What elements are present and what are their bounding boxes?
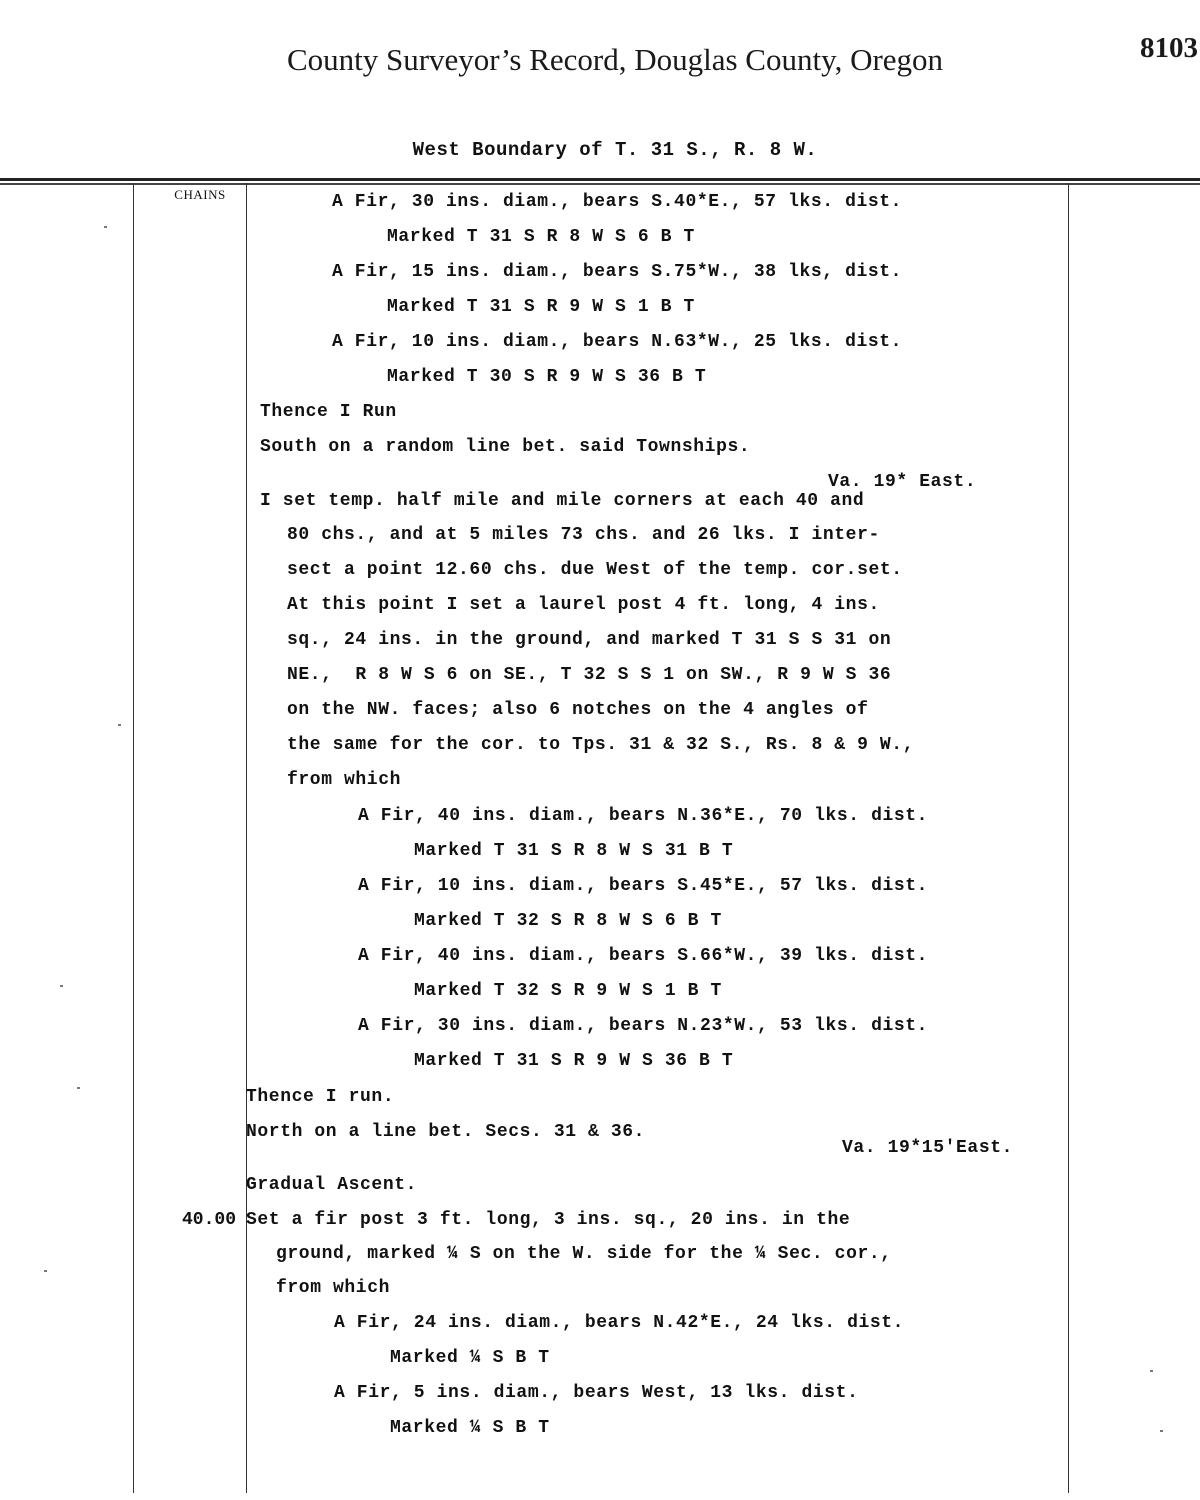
record-line: ground, marked ¼ S on the W. side for the ¼ Sec. cor., [276,1244,892,1264]
record-line: Marked T 32 S R 9 W S 1 B T [414,981,722,1001]
record-line: Marked T 30 S R 9 W S 36 B T [387,367,707,387]
record-line: Marked ¼ S B T [390,1418,550,1438]
left-margin-line [133,183,134,1493]
record-line: Marked T 31 S R 8 W S 31 B T [414,841,734,861]
header-rule-secondary [0,183,1200,185]
record-line: Set a fir post 3 ft. long, 3 ins. sq., 20 ins. in the [246,1210,851,1230]
record-line: A Fir, 30 ins. diam., bears N.23*W., 53 lks. dist. [358,1016,929,1036]
header-rule [0,178,1200,181]
record-line: Gradual Ascent. [246,1175,418,1195]
page-number: 8103 [1140,32,1198,64]
record-title: County Surveyor’s Record, Douglas County, Oregon [286,42,944,77]
record-line: sq., 24 ins. in the ground, and marked T 31 S S 31 on [287,630,892,650]
record-line: A Fir, 5 ins. diam., bears West, 13 lks. dist. [334,1383,859,1403]
record-line: sect a point 12.60 chs. due West of the temp. cor.set. [287,560,903,580]
record-line: A Fir, 15 ins. diam., bears S.75*W., 38 lks, dist. [332,262,903,282]
record-line: Marked T 31 S R 9 W S 36 B T [414,1051,734,1071]
record-line: A Fir, 10 ins. diam., bears S.45*E., 57 lks. dist. [358,876,929,896]
chain-value: 40.00 [181,1210,236,1230]
record-line: A Fir, 40 ins. diam., bears S.66*W., 39 lks. dist. [358,946,929,966]
variation-note: Va. 19* East. [828,472,977,492]
scan-speck [77,1087,80,1089]
record-line: from which [287,770,402,790]
record-line: Marked T 32 S R 8 W S 6 B T [414,911,722,931]
chains-column-header: CHAINS [174,187,226,202]
record-line: from which [276,1278,391,1298]
section-subtitle: West Boundary of T. 31 S., R. 8 W. [412,139,818,161]
record-line: Thence I Run [260,402,397,422]
scan-speck [1150,1370,1153,1372]
record-line: on the NW. faces; also 6 notches on the 4 angles of [287,700,869,720]
chains-column-divider [246,183,247,1493]
record-line: Marked T 31 S R 8 W S 6 B T [387,227,695,247]
scan-speck [44,1270,47,1272]
record-line: I set temp. half mile and mile corners at each 40 and [260,491,865,511]
record-line: the same for the cor. to Tps. 31 & 32 S., Rs. 8 & 9 W., [287,735,915,755]
record-line: NE., R 8 W S 6 on SE., T 32 S S 1 on SW., R 9 W S 36 [287,665,892,685]
record-line: South on a random line bet. said Townships. [260,437,751,457]
record-line: A Fir, 30 ins. diam., bears S.40*E., 57 lks. dist. [332,192,903,212]
scan-speck [1160,1430,1163,1432]
record-line: Thence I run. [246,1087,395,1107]
record-line: Marked T 31 S R 9 W S 1 B T [387,297,695,317]
record-line: A Fir, 40 ins. diam., bears N.36*E., 70 lks. dist. [358,806,929,826]
record-line: At this point I set a laurel post 4 ft. long, 4 ins. [287,595,880,615]
record-line: Marked ¼ S B T [390,1348,550,1368]
record-line: A Fir, 10 ins. diam., bears N.63*W., 25 lks. dist. [332,332,903,352]
scan-speck [104,226,107,228]
record-line: A Fir, 24 ins. diam., bears N.42*E., 24 lks. dist. [334,1313,905,1333]
variation-note: Va. 19*15'East. [842,1138,1014,1158]
scan-speck [118,724,121,726]
record-line: North on a line bet. Secs. 31 & 36. [246,1122,646,1142]
right-margin-line [1068,183,1069,1493]
scan-speck [60,985,63,987]
record-line: 80 chs., and at 5 miles 73 chs. and 26 lks. I inter- [287,525,880,545]
